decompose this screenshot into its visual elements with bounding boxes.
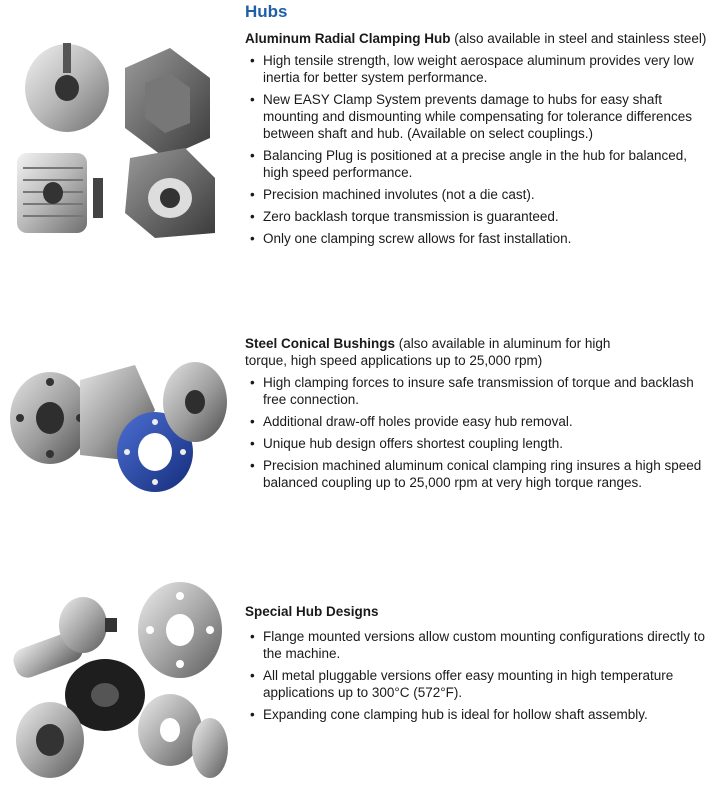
- section-heading: Aluminum Radial Clamping Hub (also available in steel and stainless steel): [245, 31, 707, 46]
- section-aluminum-hub: [245, 30, 715, 252]
- flange-plate-top-right: [138, 582, 222, 678]
- right-flange-hub: [163, 362, 227, 442]
- list-item: • Additional draw-off holes provide easy hub removal.: [245, 413, 715, 430]
- special-hub-image: [5, 580, 230, 795]
- split-hub-bottom-right: [138, 694, 228, 778]
- section-heading: Steel Conical Bushings (also available in aluminum for high torque, high speed applications up to 25,000 rpm): [245, 336, 611, 368]
- steel-bushing-image: [5, 340, 230, 500]
- section-heading: Special Hub Designs: [245, 604, 379, 619]
- list-item: • Precision machined aluminum conical clamping ring insures a high speed balanced coupling up to 25,000 rpm at very high torque ranges.: [245, 457, 715, 491]
- bellows-hub-bottom-left: [17, 153, 103, 233]
- bullet-list: [245, 628, 715, 723]
- clamp-ring-bottom-left: [16, 702, 84, 778]
- section-special-hubs: [245, 603, 715, 728]
- list-item: • Balancing Plug is positioned at a precise angle in the hub for balanced, high speed performance.: [245, 147, 715, 181]
- aluminum-hub-image: [5, 28, 220, 240]
- list-item: • Flange mounted versions allow custom mounting configurations directly to the machine.: [245, 628, 715, 662]
- jaw-hub-top-right: [125, 48, 210, 158]
- bullet-list: [245, 52, 715, 247]
- list-item: • High tensile strength, low weight aerospace aluminum provides very low inertia for better system performance.: [245, 52, 715, 86]
- page-title: Hubs: [245, 2, 288, 21]
- list-item: • New EASY Clamp System prevents damage to hubs for easy shaft mounting and dismounting while compensating for tolerance differences between shaft and hub. (Available on select couplings.): [245, 91, 715, 142]
- list-item: • Zero backlash torque transmission is guaranteed.: [245, 208, 715, 225]
- list-item: • Precision machined involutes (not a die cast).: [245, 186, 715, 203]
- section-steel-bushings: [245, 335, 715, 496]
- left-flange-hub: [10, 372, 90, 464]
- list-item: • Only one clamping screw allows for fast installation.: [245, 230, 715, 247]
- list-item: • Unique hub design offers shortest coupling length.: [245, 435, 715, 452]
- list-item: • High clamping forces to insure safe transmission of torque and backlash free connection.: [245, 374, 715, 408]
- clamp-hub-top-left: [25, 43, 109, 132]
- list-item: • All metal pluggable versions offer easy mounting in high temperature applications up to 300°C (572°F).: [245, 667, 715, 701]
- involute-hub-bottom-right: [125, 148, 215, 238]
- list-item: • Expanding cone clamping hub is ideal for hollow shaft assembly.: [245, 706, 715, 723]
- bullet-list: [245, 374, 715, 491]
